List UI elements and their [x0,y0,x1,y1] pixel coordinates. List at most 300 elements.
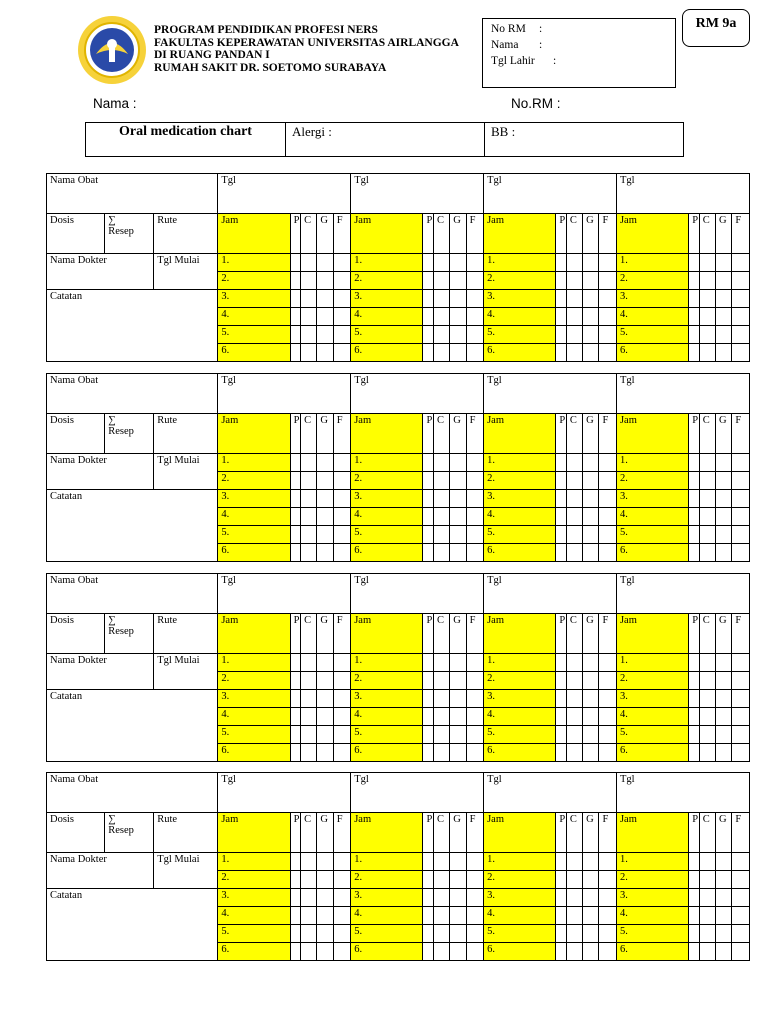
g-check[interactable] [583,508,599,526]
f-check[interactable] [732,708,750,726]
c-check[interactable] [699,744,715,762]
g-check[interactable] [583,454,599,472]
tgl-cell[interactable]: Tgl [351,773,484,813]
p-check[interactable] [290,308,300,326]
f-check[interactable] [466,744,484,762]
c-check[interactable] [699,925,715,943]
jam-slot[interactable]: 2. [218,472,290,490]
f-check[interactable] [732,254,750,272]
f-check[interactable] [333,726,351,744]
c-check[interactable] [699,544,715,562]
f-check[interactable] [466,454,484,472]
jam-slot[interactable]: 1. [351,654,423,672]
p-check[interactable] [423,254,433,272]
nama-obat-cell[interactable]: Nama Obat [47,174,218,214]
p-check[interactable] [423,344,433,362]
f-check[interactable] [599,472,617,490]
g-check[interactable] [583,708,599,726]
f-check[interactable] [599,672,617,690]
p-check[interactable] [423,889,433,907]
f-check[interactable] [599,526,617,544]
jam-slot[interactable]: 5. [484,526,556,544]
c-check[interactable] [699,943,715,961]
jam-slot[interactable]: 3. [351,690,423,708]
jam-slot[interactable]: 3. [616,889,688,907]
g-check[interactable] [450,871,466,889]
p-check[interactable] [290,344,300,362]
f-check[interactable] [333,654,351,672]
tgl-cell[interactable]: Tgl [484,374,617,414]
p-check[interactable] [423,672,433,690]
jam-slot[interactable]: 1. [616,254,688,272]
p-check[interactable] [290,490,300,508]
g-check[interactable] [450,508,466,526]
jam-slot[interactable]: 6. [616,544,688,562]
jam-slot[interactable]: 2. [484,871,556,889]
f-check[interactable] [466,871,484,889]
g-check[interactable] [450,472,466,490]
rute-cell[interactable]: Rute [154,813,218,853]
p-check[interactable] [556,544,566,562]
p-check[interactable] [689,690,699,708]
jam-slot[interactable]: 2. [616,272,688,290]
c-check[interactable] [699,690,715,708]
jam-slot[interactable]: 4. [616,508,688,526]
jam-slot[interactable]: 3. [616,690,688,708]
nama-obat-cell[interactable]: Nama Obat [47,374,218,414]
rute-cell[interactable]: Rute [154,214,218,254]
g-check[interactable] [317,853,333,871]
jam-slot[interactable]: 3. [616,490,688,508]
g-check[interactable] [716,508,732,526]
c-check[interactable] [433,254,449,272]
f-check[interactable] [466,526,484,544]
jam-slot[interactable]: 1. [218,853,290,871]
f-check[interactable] [333,472,351,490]
c-check[interactable] [566,526,582,544]
g-check[interactable] [583,654,599,672]
p-check[interactable] [556,907,566,925]
f-check[interactable] [732,925,750,943]
c-check[interactable] [699,344,715,362]
p-check[interactable] [556,889,566,907]
jam-slot[interactable]: 4. [351,708,423,726]
tgl-mulai-cell[interactable]: Tgl Mulai [154,853,218,889]
jam-slot[interactable]: 5. [351,526,423,544]
p-check[interactable] [689,744,699,762]
p-check[interactable] [556,672,566,690]
g-check[interactable] [317,907,333,925]
tgl-cell[interactable]: Tgl [218,773,351,813]
c-check[interactable] [433,925,449,943]
g-check[interactable] [583,290,599,308]
g-check[interactable] [716,708,732,726]
jam-slot[interactable]: 2. [484,672,556,690]
c-check[interactable] [566,472,582,490]
nama-obat-cell[interactable]: Nama Obat [47,773,218,813]
f-check[interactable] [466,690,484,708]
resep-cell[interactable] [105,414,154,454]
p-check[interactable] [689,326,699,344]
p-check[interactable] [423,925,433,943]
jam-slot[interactable]: 2. [218,871,290,889]
jam-slot[interactable]: 6. [616,344,688,362]
g-check[interactable] [716,925,732,943]
jam-slot[interactable]: 1. [218,254,290,272]
g-check[interactable] [317,526,333,544]
p-check[interactable] [556,925,566,943]
c-check[interactable] [699,907,715,925]
f-check[interactable] [466,907,484,925]
g-check[interactable] [450,726,466,744]
jam-slot[interactable]: 2. [484,472,556,490]
c-check[interactable] [433,853,449,871]
jam-slot[interactable]: 6. [351,943,423,961]
jam-slot[interactable]: 2. [351,472,423,490]
g-check[interactable] [450,454,466,472]
g-check[interactable] [583,726,599,744]
f-check[interactable] [732,526,750,544]
jam-slot[interactable]: 4. [218,308,290,326]
f-check[interactable] [466,290,484,308]
f-check[interactable] [333,889,351,907]
c-check[interactable] [433,889,449,907]
p-check[interactable] [556,290,566,308]
p-check[interactable] [689,308,699,326]
jam-slot[interactable]: 5. [616,326,688,344]
c-check[interactable] [301,508,317,526]
jam-slot[interactable]: 5. [616,526,688,544]
g-check[interactable] [317,925,333,943]
c-check[interactable] [433,871,449,889]
f-check[interactable] [599,943,617,961]
jam-slot[interactable]: 1. [616,853,688,871]
tgl-cell[interactable]: Tgl [616,374,749,414]
c-check[interactable] [301,654,317,672]
jam-slot[interactable]: 2. [484,272,556,290]
jam-slot[interactable]: 6. [218,544,290,562]
p-check[interactable] [689,344,699,362]
c-check[interactable] [301,889,317,907]
c-check[interactable] [566,726,582,744]
f-check[interactable] [732,454,750,472]
c-check[interactable] [301,254,317,272]
f-check[interactable] [599,272,617,290]
f-check[interactable] [333,853,351,871]
c-check[interactable] [301,708,317,726]
c-check[interactable] [433,454,449,472]
g-check[interactable] [450,290,466,308]
jam-slot[interactable]: 1. [351,853,423,871]
c-check[interactable] [433,726,449,744]
jam-slot[interactable]: 4. [616,907,688,925]
c-check[interactable] [433,508,449,526]
p-check[interactable] [423,744,433,762]
g-check[interactable] [583,490,599,508]
p-check[interactable] [290,744,300,762]
g-check[interactable] [716,943,732,961]
catatan-cell[interactable]: Catatan [47,889,218,961]
c-check[interactable] [301,925,317,943]
p-check[interactable] [689,726,699,744]
p-check[interactable] [290,508,300,526]
c-check[interactable] [566,943,582,961]
f-check[interactable] [466,708,484,726]
c-check[interactable] [301,290,317,308]
g-check[interactable] [317,454,333,472]
c-check[interactable] [566,672,582,690]
jam-slot[interactable]: 2. [616,472,688,490]
c-check[interactable] [699,853,715,871]
g-check[interactable] [583,744,599,762]
f-check[interactable] [732,544,750,562]
g-check[interactable] [317,889,333,907]
tgl-mulai-cell[interactable]: Tgl Mulai [154,654,218,690]
g-check[interactable] [716,544,732,562]
p-check[interactable] [689,472,699,490]
nama-dokter-cell[interactable]: Nama Dokter [47,853,154,889]
c-check[interactable] [566,925,582,943]
jam-slot[interactable]: 1. [484,454,556,472]
f-check[interactable] [732,472,750,490]
f-check[interactable] [732,326,750,344]
f-check[interactable] [599,889,617,907]
c-check[interactable] [301,907,317,925]
tgl-cell[interactable]: Tgl [218,374,351,414]
c-check[interactable] [433,272,449,290]
jam-slot[interactable]: 1. [218,654,290,672]
p-check[interactable] [556,472,566,490]
f-check[interactable] [732,853,750,871]
tgl-cell[interactable]: Tgl [616,773,749,813]
jam-slot[interactable]: 5. [616,925,688,943]
jam-slot[interactable]: 4. [484,907,556,925]
f-check[interactable] [333,254,351,272]
g-check[interactable] [317,943,333,961]
jam-slot[interactable]: 5. [484,925,556,943]
g-check[interactable] [716,744,732,762]
jam-slot[interactable]: 5. [218,925,290,943]
g-check[interactable] [317,654,333,672]
jam-slot[interactable]: 6. [616,943,688,961]
f-check[interactable] [599,726,617,744]
g-check[interactable] [317,508,333,526]
p-check[interactable] [423,853,433,871]
g-check[interactable] [583,853,599,871]
g-check[interactable] [716,308,732,326]
p-check[interactable] [556,726,566,744]
c-check[interactable] [433,344,449,362]
c-check[interactable] [699,254,715,272]
f-check[interactable] [599,708,617,726]
jam-slot[interactable]: 4. [484,708,556,726]
g-check[interactable] [450,708,466,726]
p-check[interactable] [556,708,566,726]
c-check[interactable] [433,472,449,490]
c-check[interactable] [301,490,317,508]
p-check[interactable] [689,254,699,272]
c-check[interactable] [301,272,317,290]
c-check[interactable] [433,490,449,508]
jam-slot[interactable]: 5. [351,726,423,744]
p-check[interactable] [556,744,566,762]
p-check[interactable] [290,290,300,308]
tgl-mulai-cell[interactable]: Tgl Mulai [154,254,218,290]
f-check[interactable] [466,308,484,326]
f-check[interactable] [466,726,484,744]
p-check[interactable] [689,654,699,672]
c-check[interactable] [301,853,317,871]
f-check[interactable] [333,690,351,708]
p-check[interactable] [423,654,433,672]
g-check[interactable] [450,326,466,344]
f-check[interactable] [732,889,750,907]
g-check[interactable] [317,690,333,708]
f-check[interactable] [732,943,750,961]
p-check[interactable] [423,272,433,290]
resep-cell[interactable] [105,614,154,654]
p-check[interactable] [290,272,300,290]
g-check[interactable] [583,326,599,344]
f-check[interactable] [466,254,484,272]
f-check[interactable] [333,308,351,326]
f-check[interactable] [466,326,484,344]
jam-slot[interactable]: 1. [484,654,556,672]
p-check[interactable] [556,272,566,290]
p-check[interactable] [556,508,566,526]
g-check[interactable] [450,490,466,508]
g-check[interactable] [716,726,732,744]
p-check[interactable] [423,907,433,925]
g-check[interactable] [583,907,599,925]
jam-slot[interactable]: 2. [218,272,290,290]
jam-slot[interactable]: 1. [616,454,688,472]
c-check[interactable] [566,490,582,508]
f-check[interactable] [732,308,750,326]
p-check[interactable] [290,454,300,472]
p-check[interactable] [689,290,699,308]
f-check[interactable] [732,508,750,526]
c-check[interactable] [433,526,449,544]
jam-slot[interactable]: 4. [351,907,423,925]
jam-slot[interactable]: 4. [616,708,688,726]
jam-slot[interactable]: 5. [484,726,556,744]
jam-slot[interactable]: 4. [484,308,556,326]
c-check[interactable] [301,672,317,690]
catatan-cell[interactable]: Catatan [47,690,218,762]
p-check[interactable] [556,853,566,871]
f-check[interactable] [599,344,617,362]
g-check[interactable] [317,544,333,562]
p-check[interactable] [556,326,566,344]
jam-slot[interactable]: 3. [484,690,556,708]
jam-slot[interactable]: 6. [351,544,423,562]
g-check[interactable] [317,708,333,726]
c-check[interactable] [566,326,582,344]
tgl-cell[interactable]: Tgl [218,174,351,214]
p-check[interactable] [689,508,699,526]
c-check[interactable] [433,708,449,726]
jam-slot[interactable]: 3. [351,889,423,907]
p-check[interactable] [290,853,300,871]
g-check[interactable] [317,326,333,344]
tgl-cell[interactable]: Tgl [616,174,749,214]
jam-slot[interactable]: 4. [218,708,290,726]
g-check[interactable] [716,907,732,925]
jam-slot[interactable]: 4. [351,308,423,326]
f-check[interactable] [599,290,617,308]
c-check[interactable] [433,308,449,326]
c-check[interactable] [699,708,715,726]
g-check[interactable] [716,490,732,508]
g-check[interactable] [450,925,466,943]
c-check[interactable] [433,907,449,925]
jam-slot[interactable]: 3. [616,290,688,308]
dosis-cell[interactable]: Dosis [47,614,105,654]
jam-slot[interactable]: 6. [484,344,556,362]
f-check[interactable] [466,654,484,672]
g-check[interactable] [583,889,599,907]
p-check[interactable] [689,871,699,889]
f-check[interactable] [599,654,617,672]
jam-slot[interactable]: 1. [351,454,423,472]
g-check[interactable] [716,472,732,490]
p-check[interactable] [689,544,699,562]
g-check[interactable] [716,871,732,889]
g-check[interactable] [716,889,732,907]
rute-cell[interactable]: Rute [154,614,218,654]
f-check[interactable] [466,508,484,526]
f-check[interactable] [599,454,617,472]
f-check[interactable] [599,254,617,272]
f-check[interactable] [732,490,750,508]
g-check[interactable] [583,308,599,326]
f-check[interactable] [333,744,351,762]
jam-slot[interactable]: 6. [218,744,290,762]
g-check[interactable] [317,308,333,326]
tgl-cell[interactable]: Tgl [218,574,351,614]
c-check[interactable] [433,654,449,672]
g-check[interactable] [583,472,599,490]
c-check[interactable] [566,654,582,672]
g-check[interactable] [317,290,333,308]
dosis-cell[interactable]: Dosis [47,813,105,853]
g-check[interactable] [716,853,732,871]
p-check[interactable] [423,454,433,472]
p-check[interactable] [423,871,433,889]
f-check[interactable] [333,672,351,690]
c-check[interactable] [301,690,317,708]
c-check[interactable] [433,690,449,708]
jam-slot[interactable]: 5. [351,925,423,943]
f-check[interactable] [333,544,351,562]
p-check[interactable] [423,290,433,308]
bb-field[interactable]: BB : [491,124,516,139]
g-check[interactable] [583,544,599,562]
c-check[interactable] [699,654,715,672]
alergi-field[interactable]: Alergi : [286,123,485,156]
f-check[interactable] [599,544,617,562]
c-check[interactable] [699,290,715,308]
p-check[interactable] [689,943,699,961]
f-check[interactable] [599,853,617,871]
c-check[interactable] [566,853,582,871]
p-check[interactable] [423,726,433,744]
g-check[interactable] [450,526,466,544]
f-check[interactable] [599,508,617,526]
f-check[interactable] [333,454,351,472]
f-check[interactable] [732,907,750,925]
